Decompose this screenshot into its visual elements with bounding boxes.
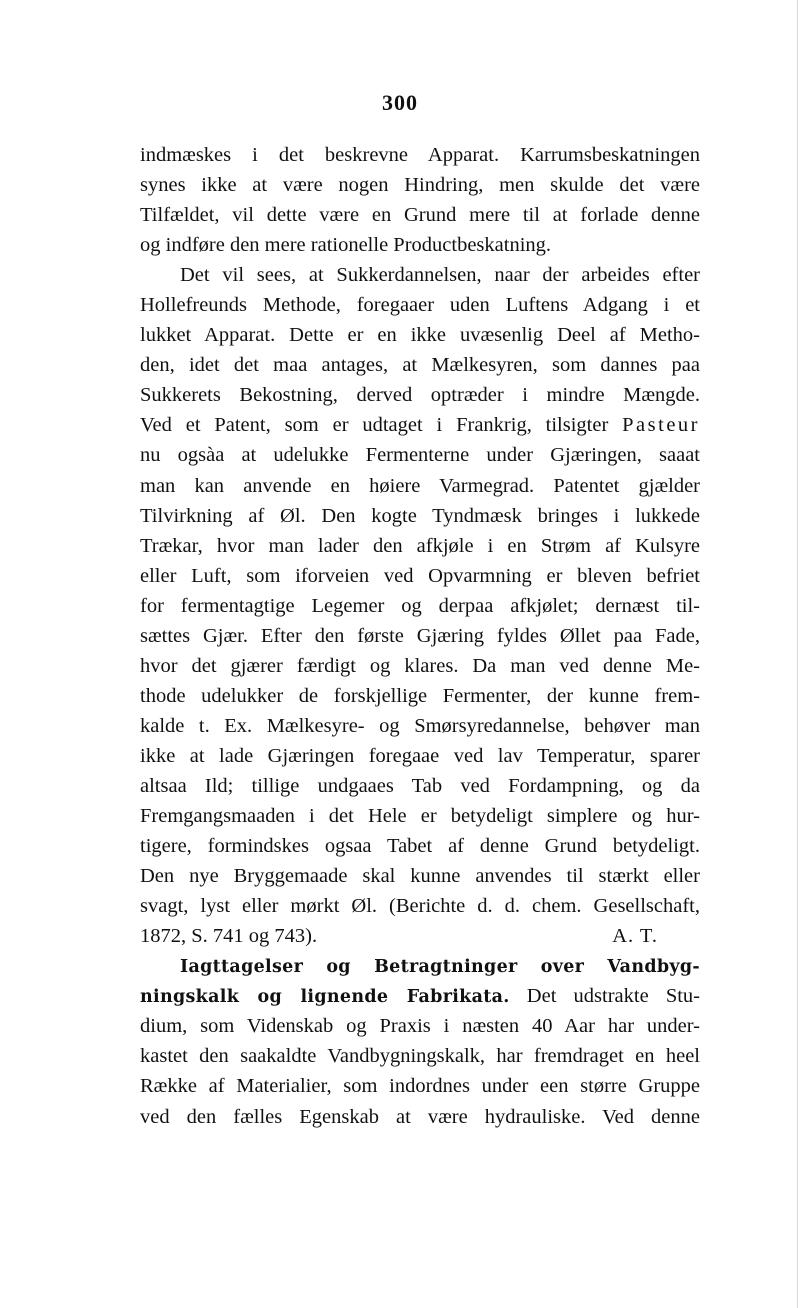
section-heading-continued: ningskalk og lignende Fabrikata. [140,987,510,1008]
text-line: sættes Gjær. Efter den første Gjæring fyldes Øllet paa Fade, [140,624,700,647]
text-line: kastet den saakaldte Vandbygningskalk, har fremdraget en heel [140,1045,700,1068]
text-line: Tilfældet, vil dette være en Grund mere til at forlade denne [140,204,700,227]
text-line: Række af Materialier, som indordnes under een større Gruppe [140,1075,700,1098]
text-line: synes ikke at være nogen Hindring, men skulde det være [140,174,700,197]
text-line-heading-continuation [140,981,700,1011]
text-line: Den nye Bryggemaade skal kunne anvendes til stærkt eller [140,865,700,888]
text-line: den, idet det maa antages, at Mælkesyren, som dannes paa [140,354,700,377]
page-edge [797,0,798,1308]
section-heading-line [140,951,700,981]
text-line: dium, som Videnskab og Praxis i næsten 40 Aar har under- [140,1015,700,1038]
text-line: Tilvirkning af Øl. Den kogte Tyndmæsk bringes i lukkede [140,504,700,527]
body-text [140,140,700,1132]
text-line: kalde t. Ex. Mælkesyre- og Smørsyredannelse, behøver man [140,714,700,737]
text-line: nu ogsàa at udelukke Fermenterne under Gjæringen, saaat [140,444,700,467]
page-number: 300 [382,90,418,115]
text-line: Det vil sees, at Sukkerdannelsen, naar der arbeides efter [180,264,700,287]
closing-line [140,921,700,951]
text-line: Sukkerets Bekostning, derved optræder i mindre Mængde. [140,384,700,407]
text-line: og indføre den mere rationelle Productbeskatning. [140,234,552,257]
text-line: ikke at lade Gjæringen foregaae ved lav Temperatur, sparer [140,744,700,767]
author-signature: A. T. [612,925,658,948]
text-line: man kan anvende en høiere Varmegrad. Patentet gjælder [140,474,700,497]
text-line-patent [140,410,700,440]
text-line: svagt, lyst eller mørkt Øl. (Berichte d. d. chem. Gesellschaft, [140,895,700,918]
patent-name: Pasteur [622,414,701,437]
text-line: thode udelukker de forskjellige Fermenter, der kunne frem- [140,684,700,707]
text-line: ved den fælles Egenskab at være hydrauliske. Ved denne [140,1105,700,1128]
citation-end: 1872, S. 741 og 743). [140,925,318,948]
text-line: eller Luft, som iforveien ved Opvarmning er bleven befriet [140,564,700,587]
heading-following-text: Det udstrakte Stu- [526,985,700,1008]
section-heading: Iagttagelser og Betragtninger over Vandbyg- [180,957,700,978]
text-line: for fermentagtige Legemer og derpaa afkjølet; dernæst til- [140,594,700,617]
text-line: altsaa Ild; tillige undgaaes Tab ved Fordampning, og da [140,774,700,797]
text-line: lukket Apparat. Dette er en ikke uvæsenlig Deel af Metho- [140,324,700,347]
text-line: indmæskes i det beskrevne Apparat. Karrumsbeskatningen [140,144,700,166]
text-line: Fremgangsmaaden i det Hele er betydeligt simplere og hur- [140,805,700,828]
text-line: Trækar, hvor man lader den afkjøle i en Strøm af Kulsyre [140,534,700,557]
text-line: tigere, formindskes ogsaa Tabet af denne Grund betydeligt. [140,835,700,858]
text-line: Hollefreunds Methode, foregaaer uden Luftens Adgang i et [140,294,700,317]
patent-text: Ved et Patent, som er udtaget i Frankrig, tilsigter [140,414,609,437]
text-line: hvor det gjærer færdigt og klares. Da man ved denne Me- [140,654,700,677]
